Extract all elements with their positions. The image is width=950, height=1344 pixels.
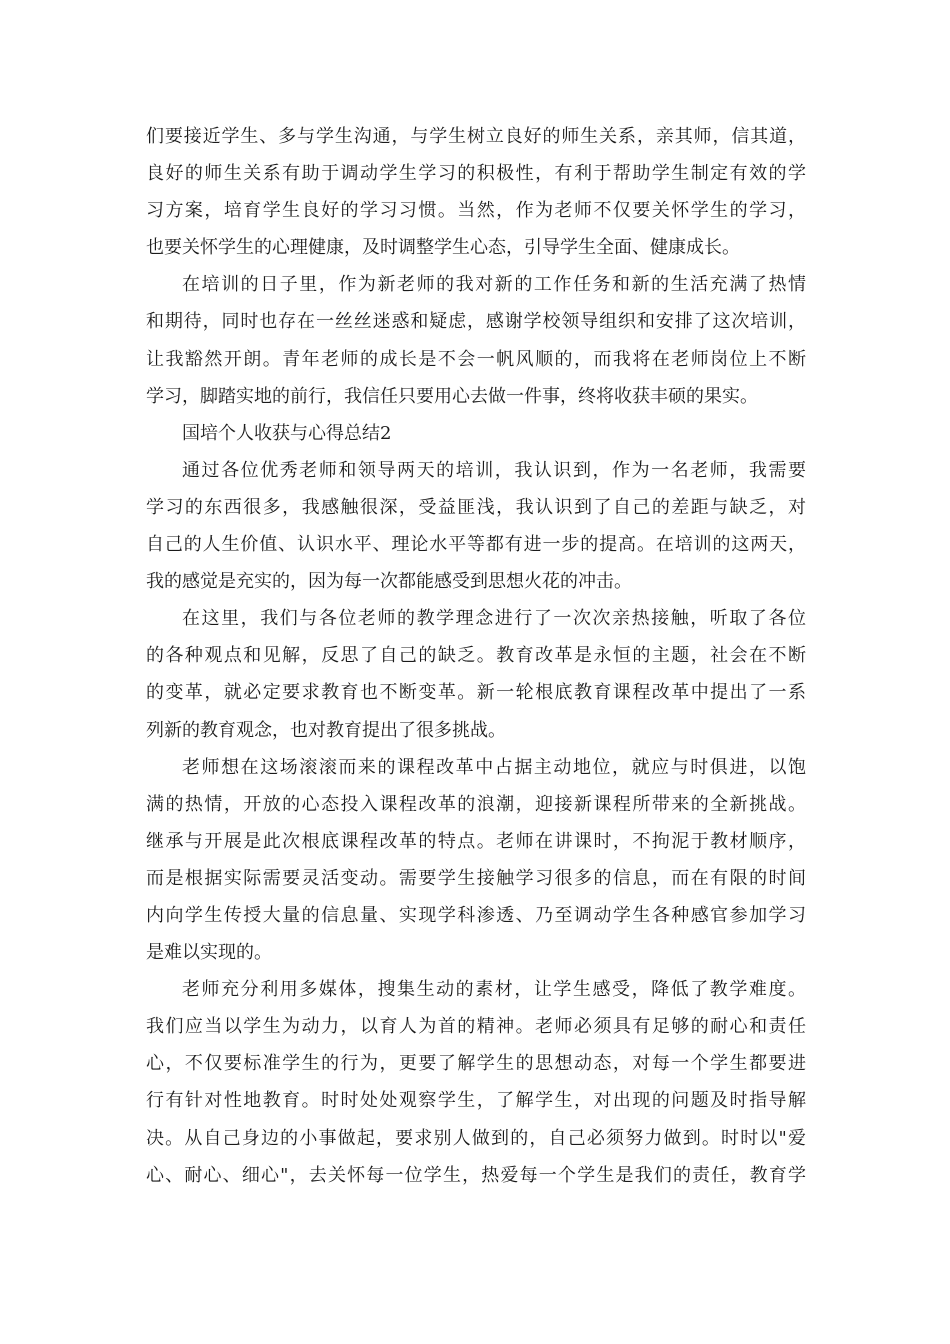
text-line: 在这里，我们与各位老师的教学理念进行了一次次亲热接触，听取了各位: [182, 608, 806, 630]
document-body: [146, 118, 806, 1194]
text-line: 良好的师生关系有助于调动学生学习的积极性，有利于帮助学生制定有效的学: [146, 163, 806, 185]
section-heading: 国培个人收获与心得总结2: [182, 422, 392, 444]
text-line: 我的感觉是充实的，因为每一次都能感受到思想火花的冲击。: [146, 571, 632, 593]
text-line: 学习的东西很多，我感触很深，受益匪浅，我认识到了自己的差距与缺乏，对: [146, 496, 806, 518]
text-line: 们要接近学生、多与学生沟通，与学生树立良好的师生关系，亲其师，信其道，: [146, 126, 806, 147]
text-line: 内向学生传授大量的信息量、实现学科渗透、乃至调动学生各种感官参加学习: [146, 904, 806, 926]
text-line: 列新的教育观念，也对教育提出了很多挑战。: [146, 719, 506, 741]
text-line: 满的热情，开放的心态投入课程改革的浪潮，迎接新课程所带来的全新挑战。: [146, 793, 806, 815]
text-line: 心、耐心、细心"，去关怀每一位学生，热爱每一个学生是我们的责任，教育学: [146, 1164, 806, 1186]
text-line: 是难以实现的。: [146, 942, 272, 964]
text-line: 我们应当以学生为动力，以育人为首的精神。老师必须具有足够的耐心和责任: [146, 1016, 806, 1038]
text-line: 也要关怀学生的心理健康，及时调整学生心态，引导学生全面、健康成长。: [146, 237, 740, 259]
text-line: 心，不仅要标准学生的行为，更要了解学生的思想动态，对每一个学生都要进: [146, 1053, 806, 1075]
text-line: 老师充分利用多媒体，搜集生动的素材，让学生感受，降低了教学难度。: [182, 979, 806, 1001]
text-line: 决。从自己身边的小事做起，要求别人做到的，自己必须努力做到。时时以"爱: [146, 1127, 806, 1149]
text-line: 而是根据实际需要灵活变动。需要学生接触学习很多的信息，而在有限的时间: [146, 867, 806, 889]
text-line: 让我豁然开朗。青年老师的成长是不会一帆风顺的，而我将在老师岗位上不断: [146, 348, 806, 370]
text-line: 学习，脚踏实地的前行，我信任只要用心去做一件事，终将收获丰硕的果实。: [146, 385, 758, 407]
text-line: 和期待，同时也存在一丝丝迷惑和疑虑，感谢学校领导组织和安排了这次培训，: [146, 311, 806, 333]
text-line: 老师想在这场滚滚而来的课程改革中占据主动地位，就应与时俱进，以饱: [182, 756, 806, 778]
text-line: 的变革，就必定要求教育也不断变革。新一轮根底教育课程改革中提出了一系: [146, 682, 806, 704]
text-line: 的各种观点和见解，反思了自己的缺乏。教育改革是永恒的主题，社会在不断: [146, 645, 806, 667]
text-line: 在培训的日子里，作为新老师的我对新的工作任务和新的生活充满了热情: [182, 274, 806, 296]
text-line: 习方案，培育学生良好的学习习惯。当然，作为老师不仅要关怀学生的学习，: [146, 200, 806, 222]
text-line: 行有针对性地教育。时时处处观察学生，了解学生，对出现的问题及时指导解: [146, 1090, 806, 1112]
text-line: 通过各位优秀老师和领导两天的培训，我认识到，作为一名老师，我需要: [182, 459, 806, 481]
text-line: 自己的人生价值、认识水平、理论水平等都有进一步的提高。在培训的这两天，: [146, 534, 806, 556]
text-line: 继承与开展是此次根底课程改革的特点。老师在讲课时，不拘泥于教材顺序，: [146, 830, 806, 852]
